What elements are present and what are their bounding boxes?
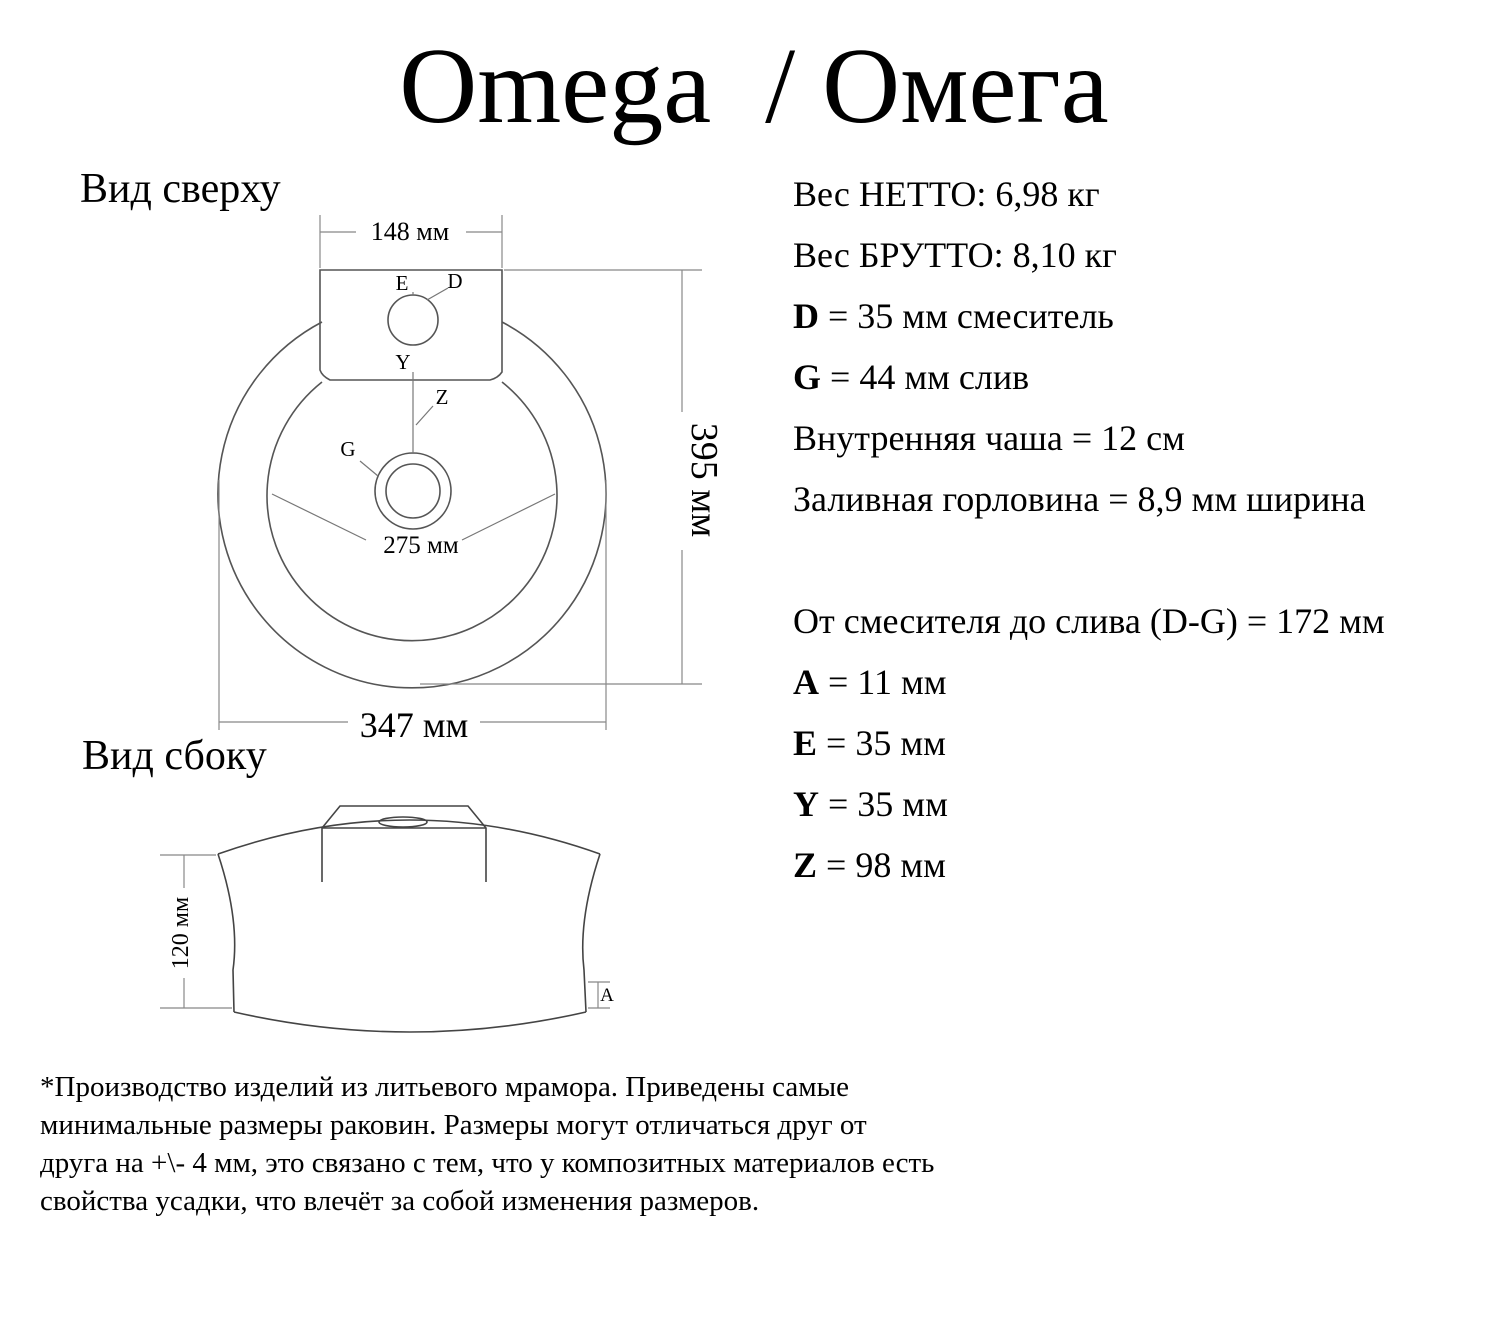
side-view-label: Вид сбоку <box>82 733 267 779</box>
spec-line: От смесителя до слива (D-G) = 172 мм <box>793 601 1385 641</box>
label-e: E <box>395 271 409 295</box>
drain-inner <box>386 464 440 518</box>
total-depth-label: 395 мм <box>683 422 725 538</box>
footnote: *Производство изделий из литьевого мрамора. Приведены самые минимальные размеры раковин. Размеры могут отличаться друг от друга на +\- 4 мм, это связано с тем, что у композитных материалов есть свойства усадки, что влечёт за собой изменения размеров. <box>40 1071 935 1217</box>
bowl-diameter-label: 275 мм <box>383 532 459 559</box>
spec-line: Z = 98 мм <box>793 845 946 885</box>
label-a: A <box>600 985 614 1006</box>
label-y: Y <box>395 350 411 374</box>
side-left-profile <box>218 854 235 1012</box>
total-width-label: 347 мм <box>359 705 469 745</box>
spec-line: Вес БРУТТО: 8,10 кг <box>793 235 1117 275</box>
faucet-hole <box>388 295 438 345</box>
side-top-ellipse <box>218 820 600 854</box>
label-d: D <box>447 269 463 293</box>
side-bottom-ellipse <box>234 1012 586 1032</box>
bowl-inner-rim <box>267 382 557 641</box>
spec-line: D = 35 мм смеситель <box>793 296 1114 336</box>
spec-line: Y = 35 мм <box>793 784 948 824</box>
spec-line: A = 11 мм <box>793 662 947 702</box>
top-view-label: Вид сверху <box>80 166 281 212</box>
faucet-deck <box>320 270 502 380</box>
spout-width-label: 148 мм <box>370 217 450 246</box>
side-height-label: 120 мм <box>168 896 194 970</box>
spec-line: Заливная горловина = 8,9 мм ширина <box>793 479 1366 519</box>
spec-line: Вес НЕТТО: 6,98 кг <box>793 174 1100 214</box>
spec-line: Внутренняя чаша = 12 см <box>793 418 1185 458</box>
label-g: G <box>340 437 356 461</box>
spec-line: G = 44 мм слив <box>793 357 1030 397</box>
page-title: Omega / Омега <box>399 27 1109 146</box>
side-faucet-hole <box>379 817 427 827</box>
label-z: Z <box>435 385 449 409</box>
sink-outer-rim <box>218 322 606 688</box>
spec-line: E = 35 мм <box>793 723 946 763</box>
